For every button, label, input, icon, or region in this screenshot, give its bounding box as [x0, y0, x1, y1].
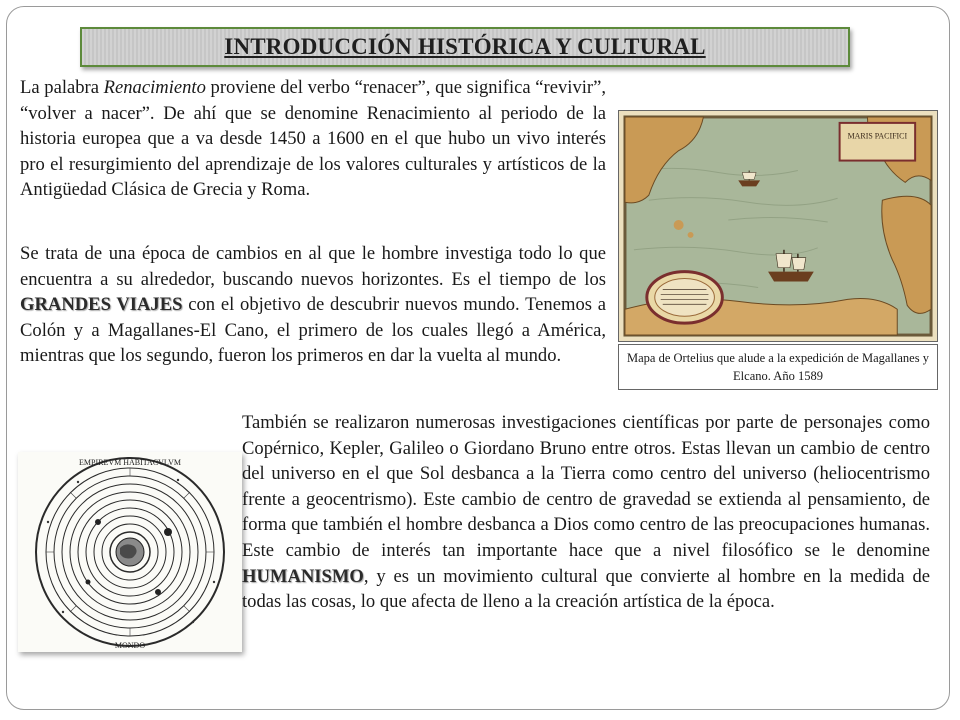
title-banner	[80, 27, 850, 67]
paragraph-3-start: También se realizaron numerosas investigaciones científicas por parte de personajes como Copérnico, Kepler, Galileo o Giordano Bruno entre otros. Estas llevan un cambio de centro del universo en el que Sol desbanca a la Tierra como centro del universo (heliocentrismo frente a geocentrismo). Este cambio de centro de gravedad se extienda al pensamiento, de forma que también el hombre desbanca a Dios como centro de las preocupaciones humanas. Este cambio de interés tan importante hace que a nivel filosófico se le denomine	[242, 412, 930, 561]
cosmos-bottom-label: MONDO	[114, 641, 146, 650]
paragraph-3-end: , y es un movimiento cultural que convierte al hombre en la medida de todas las cosas, lo que afecta de lleno a la creación artística de la época.	[242, 565, 930, 613]
cosmos-top-label: EMPIREVM HABITACVLVM	[79, 458, 181, 467]
humanismo-term: HUMANISMO	[242, 565, 364, 587]
paragraph-renacimiento	[20, 75, 606, 203]
page-title: INTRODUCCIÓN HISTÓRICA Y CULTURAL	[224, 34, 706, 59]
heliocentric-diagram	[18, 452, 242, 652]
paragraph-2-end: con el objetivo de descubrir nuevos mundo. Tenemos a Colón y a Magallanes-El Cano, el primero de los cuales llegó a América, mientras que los segundo, fueron los primeros en dar la vuelta al mundo.	[20, 294, 606, 367]
paragraph-humanismo	[242, 410, 930, 615]
map-cartouche-label: MARIS PACIFICI	[847, 131, 908, 141]
map-caption: Mapa de Ortelius que alude a la expedición de Magallanes y Elcano. Año 1589	[618, 344, 938, 390]
paragraph-grandes-viajes	[20, 241, 606, 369]
cosmos-diagram-image	[18, 452, 242, 652]
map-illustration	[619, 111, 937, 341]
paragraph-1-end: proviene del verbo “renacer”, que significa “revivir”, “volver a nacer”. De ahí que se denomine Renacimiento al periodo de la historia europea que a va desde 1450 a 1600 en el que hubo un vivo interés pro el resurgimiento del aprendizaje de los valores culturales y artísticos de la Antigüedad Clásica de Grecia y Roma.	[20, 77, 606, 201]
renacimiento-term: Renacimiento	[103, 77, 206, 98]
paragraph-1-start: La palabra	[20, 77, 104, 98]
grandes-viajes-term: GRANDES VIAJES	[20, 294, 183, 316]
paragraph-2-start: Se trata de una época de cambios en al que le hombre investiga todo lo que encuentra a su alrededor, buscando nuevos horizontes. Es el tiempo de los	[20, 243, 606, 290]
ortelius-map-image	[618, 110, 938, 342]
